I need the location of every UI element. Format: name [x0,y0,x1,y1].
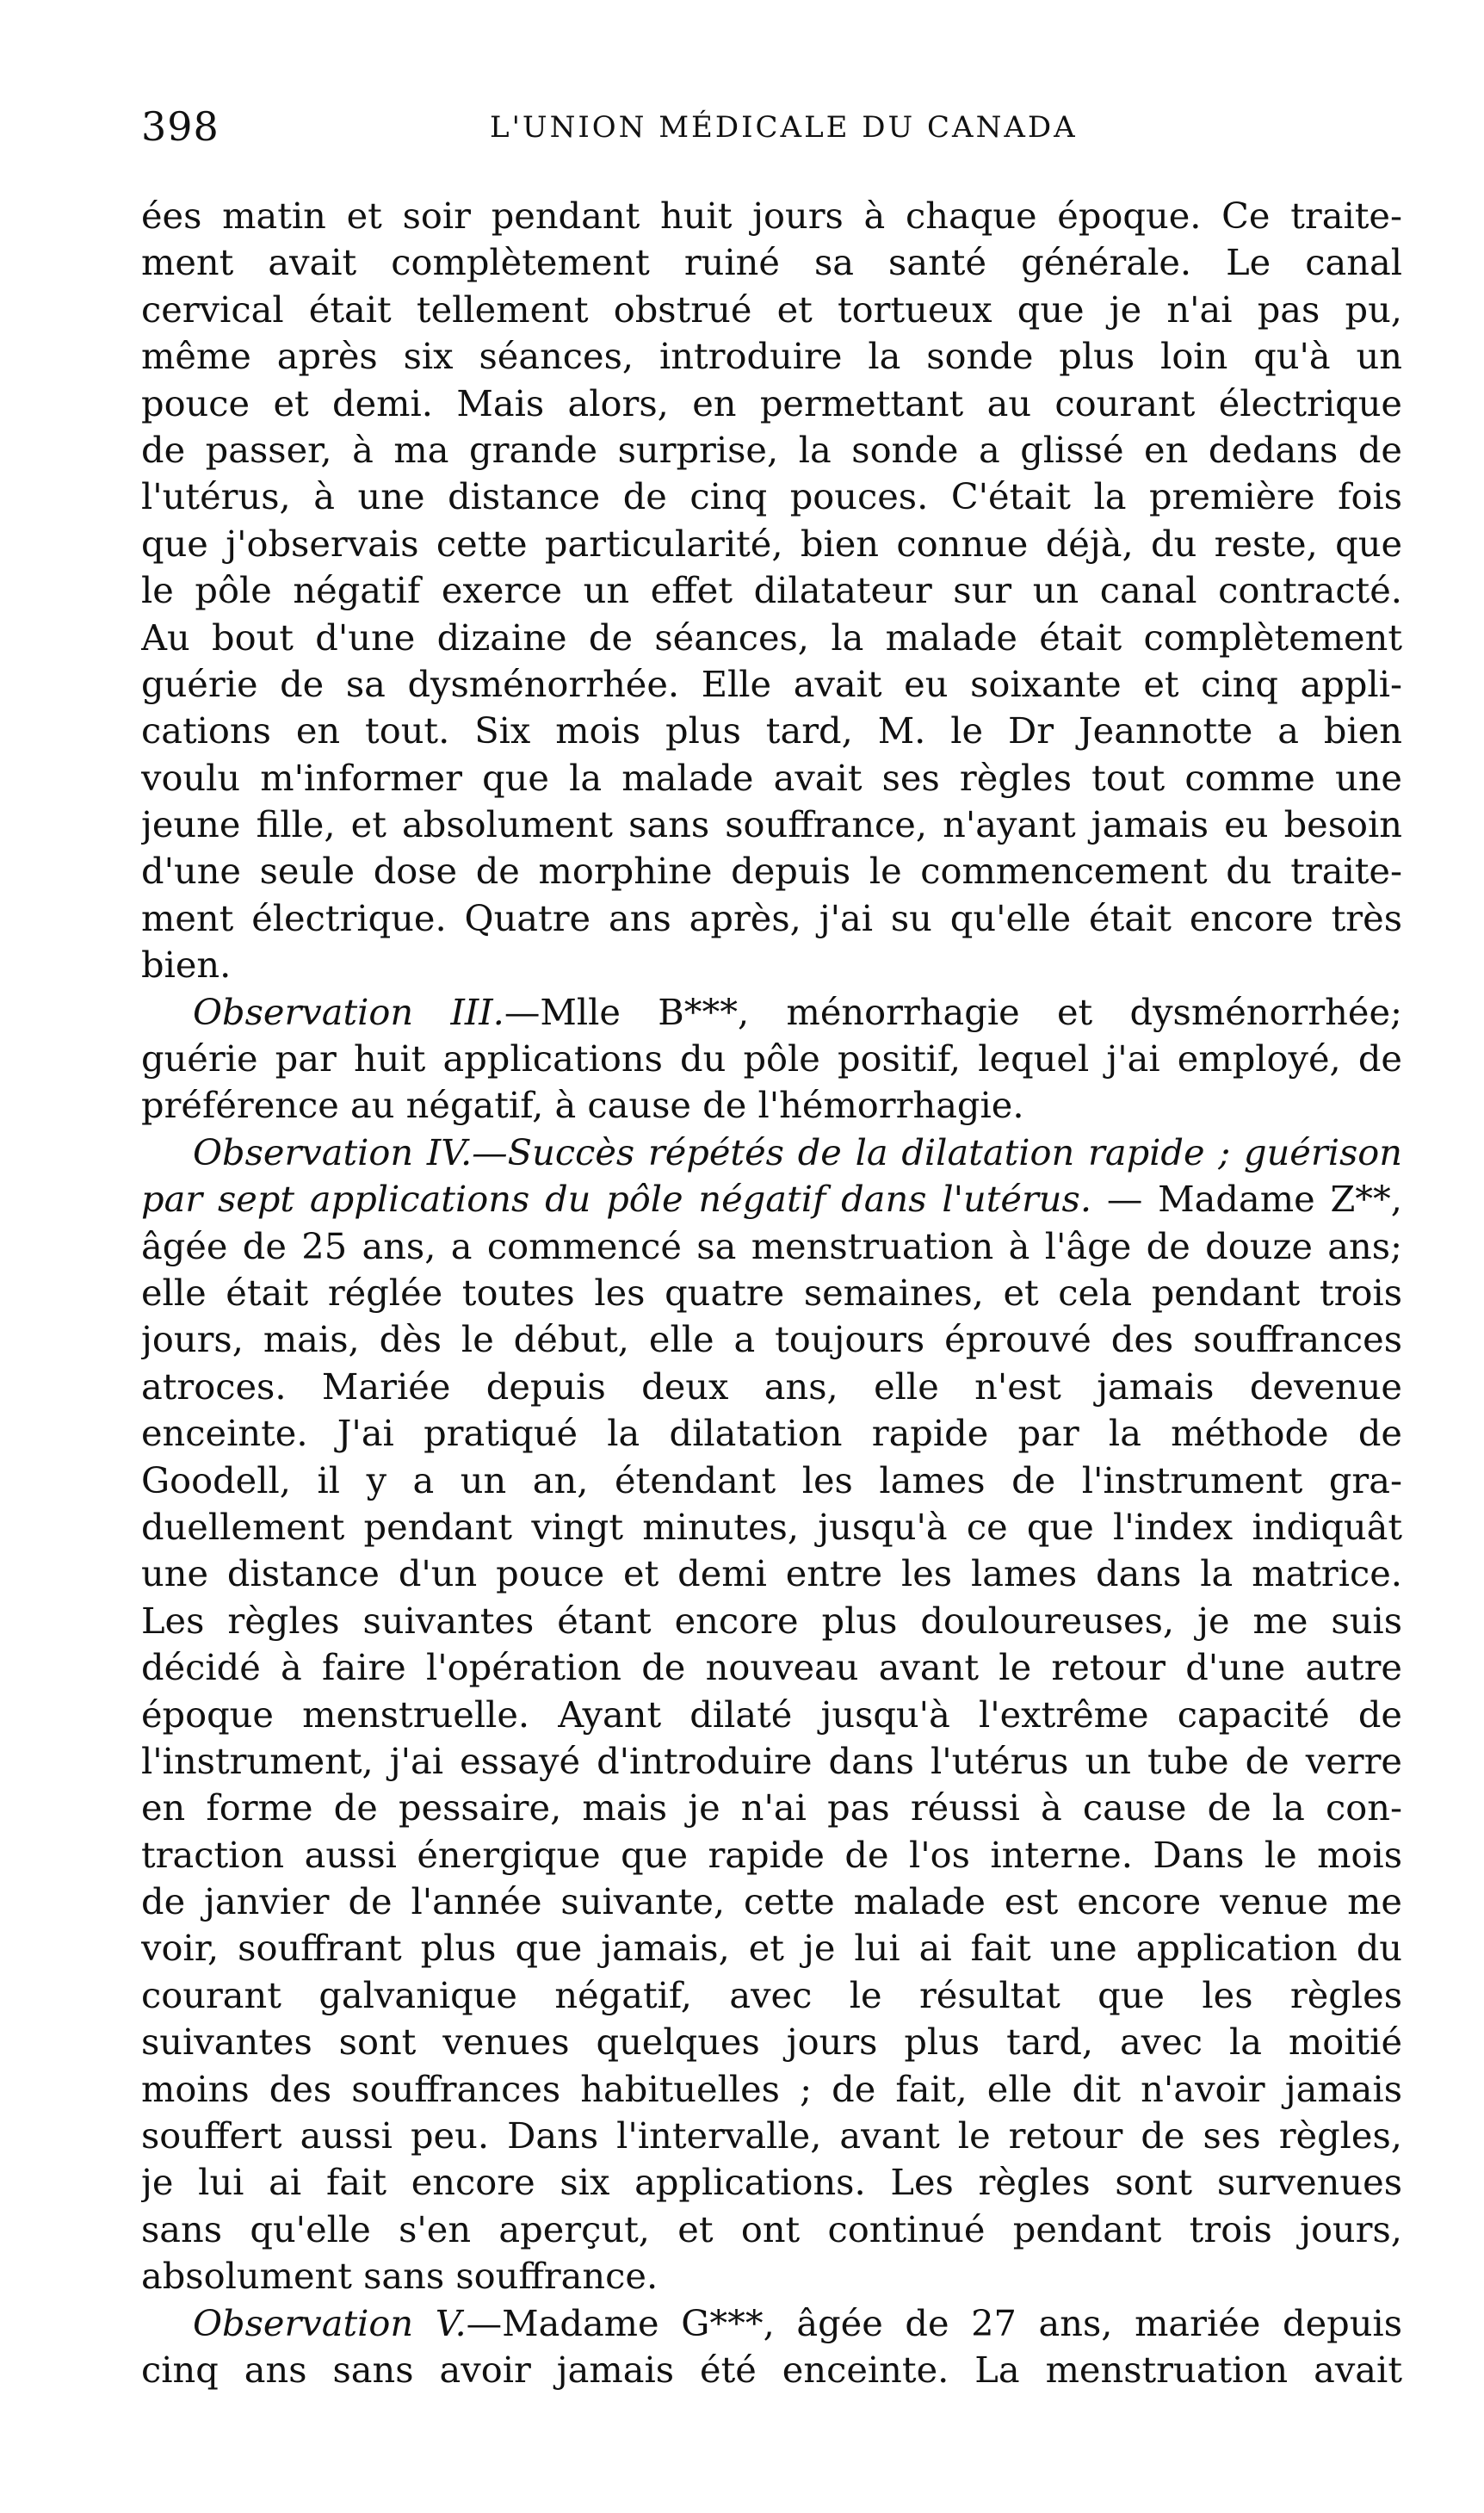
text-line: préférence au négatif, à cause de l'hémorrhagie. [141,1084,1024,1127]
text-line: souffert aussi peu. Dans l'intervalle, avant le retour de ses règles, [141,2114,1402,2157]
text-line: jours, mais, dès le début, elle a toujours éprouvé des souffrances [141,1318,1402,1361]
text-line: duellement pendant vingt minutes, jusqu'à ce que l'index indiquât [141,1505,1402,1548]
text-line: bien. [141,944,232,987]
text-line: cations en tout. Six mois plus tard, M. le Dr Jeannotte a bien [141,709,1402,752]
text-line: elle était réglée toutes les quatre semaines, et cela pendant trois [141,1271,1402,1314]
text-line: guérie de sa dysménorrhée. Elle avait eu soixante et cinq appli- [141,662,1402,705]
text-line: moins des souffrances habituelles ; de fait, elle dit n'avoir jamais [141,2067,1402,2110]
text-line: une distance d'un pouce et demi entre les lames dans la matrice. [141,1552,1402,1595]
text-line: cinq ans sans avoir jamais été enceinte. La menstruation avait [141,2348,1402,2391]
text-line: de janvier de l'année suivante, cette malade est encore venue me [141,1880,1402,1923]
running-title: L'UNION MÉDICALE DU CANADA [490,110,1078,145]
text-line: âgée de 25 ans, a commencé sa menstruation à l'âge de douze ans; [141,1224,1402,1267]
text-line: courant galvanique négatif, avec le résultat que les règles [141,1973,1402,2016]
text-line: ment avait complètement ruiné sa santé générale. Le canal [141,241,1402,284]
text-line: traction aussi énergique que rapide de l'os interne. Dans le mois [141,1833,1402,1876]
observation-4-heading: Observation IV.—Succès répétés de la dilatation rapide ; guérison [193,1130,1402,1173]
text-line: Au bout d'une dizaine de séances, la malade était complètement [141,616,1402,659]
text-line: sans qu'elle s'en aperçut, et ont continué pendant trois jours, [141,2207,1402,2250]
text-line: même après six séances, introduire la sonde plus loin qu'à un [141,335,1402,378]
text-line: suivantes sont venues quelques jours plus tard, avec la moitié [141,2021,1402,2064]
text-line: cervical était tellement obstrué et tortueux que je n'ai pas pu, [141,288,1402,331]
text-line: jeune fille, et absolument sans souffrance, n'ayant jamais eu besoin [141,803,1402,846]
observation-text: — Madame Z**, [1091,1178,1402,1221]
text-line: Goodell, il y a un an, étendant les lames de l'instrument gra- [141,1458,1402,1501]
text-line: je lui ai fait encore six applications. Les règles sont survenues [141,2161,1402,2204]
text-line: d'une seule dose de morphine depuis le commencement du traite- [141,850,1402,893]
text-line: guérie par huit applications du pôle positif, lequel j'ai employé, de [141,1037,1402,1080]
text-line: l'instrument, j'ai essayé d'introduire dans l'utérus un tube de verre [141,1739,1402,1782]
text-line: l'utérus, à une distance de cinq pouces. C'était la première fois [141,475,1402,518]
observation-heading: Observation III. [193,990,504,1033]
observation-text: —Mlle B***, ménorrhagie et dysménorrhée; [504,990,1402,1033]
text-line: absolument sans souffrance. [141,2255,659,2298]
text-line: voulu m'informer que la malade avait ses règles tout comme une [141,756,1402,799]
text-line: en forme de pessaire, mais je n'ai pas réussi à cause de la con- [141,1786,1402,1829]
page-header [141,103,1402,155]
text-line: de passer, à ma grande surprise, la sonde a glissé en dedans de [141,428,1402,471]
text-line: Les règles suivantes étant encore plus douloureuses, je me suis [141,1599,1402,1642]
text-line: que j'observais cette particularité, bien connue déjà, du reste, que [141,522,1402,565]
observation-text: —Madame G***, âgée de 27 ans, mariée depuis [466,2301,1402,2344]
text-line: atroces. Mariée depuis deux ans, elle n'est jamais devenue [141,1365,1402,1408]
text-line: enceinte. J'ai pratiqué la dilatation rapide par la méthode de [141,1412,1402,1455]
text-line: décidé à faire l'opération de nouveau avant le retour d'une autre [141,1646,1402,1689]
text-line: pouce et demi. Mais alors, en permettant au courant électrique [141,381,1402,424]
text-line: ées matin et soir pendant huit jours à chaque époque. Ce traite- [141,195,1402,237]
text-line: ment électrique. Quatre ans après, j'ai su qu'elle était encore très [141,896,1402,939]
page-number: 398 [141,103,220,150]
observation-5-line [141,2300,1402,2347]
observation-heading: Observation V. [193,2301,467,2344]
text-line: le pôle négatif exerce un effet dilatateur sur un canal contracté. [141,569,1402,612]
body-text [141,193,1402,2393]
text-line: époque menstruelle. Ayant dilaté jusqu'à l'extrême capacité de [141,1693,1402,1736]
text-line: voir, souffrant plus que jamais, et je lui ai fait une application du [141,1927,1402,1970]
observation-heading: par sept applications du pôle négatif dans l'utérus. [141,1178,1092,1221]
observation-4-line [141,1176,1402,1222]
observation-3-line [141,989,1402,1036]
